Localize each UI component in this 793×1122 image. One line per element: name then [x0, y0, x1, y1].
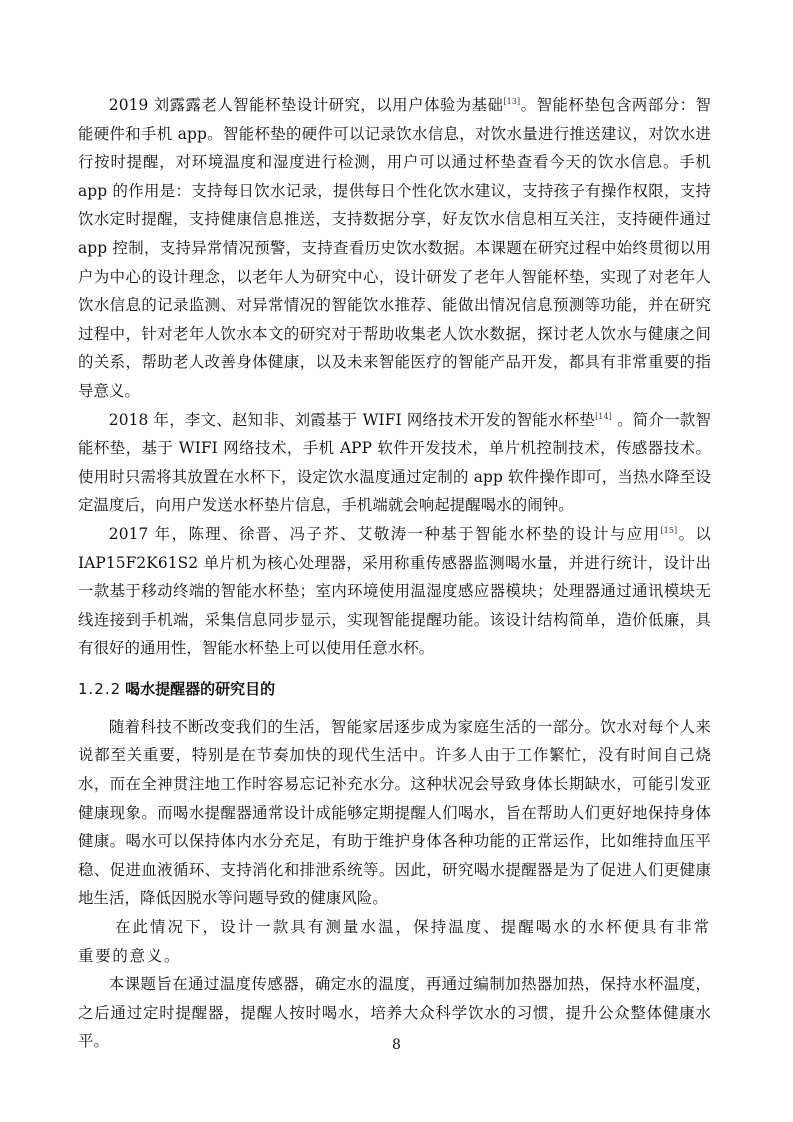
citation-ref: [15]: [660, 525, 678, 535]
paragraph-text: 。以 IAP15F2K61S2 单片机为核心处理器，采用称重传感器监测喝水量，并进行统计，设计出一款基于移动终端的智能水杯垫；室内环境使用温湿度感应器模块；处理器通过通讯模块无线连接到手机端，采集信息同步显示，实现智能提醒功能。该设计结构简单，造价低廉，具有很好的通用性，智能水杯垫上可以使用任意水杯。: [78, 524, 711, 658]
citation-ref: [13]: [503, 96, 521, 106]
paragraph-text: 2017 年，陈理、徐晋、冯子芥、艾敬涛一种基于智能水杯垫的设计与应用: [108, 524, 661, 543]
paragraph-text: 。简介一款智能杯垫，基于 WIFI 网络技术，手机 APP 软件开发技术，单片机控制技术，传感器技术。使用时只需将其放置在水杯下，设定饮水温度通过定制的 app 软件操作即可，当热水降至设定温度后，向用户发送水杯垫片信息，手机端就会响起提醒喝水的闹钟。: [78, 410, 712, 515]
section-number: 1.2.2: [78, 679, 122, 698]
paragraph-significance: 在此情况下，设计一款具有测量水温，保持温度、提醒喝水的水杯便具有非常重要的意义。: [78, 918, 711, 965]
paragraph-text: 2019 刘露露老人智能杯垫设计研究，以用户体验为基础: [108, 96, 504, 114]
paragraph-text: 。智能杯垫包含两部分：智能硬件和手机 app。智能杯垫的硬件可以记录饮水信息，对饮水量进行推送建议，对饮水进行按时提醒，对环境温度和湿度进行检测，用户可以通过杯垫查看今天的饮水信息。手机 app 的作用是：支持每日饮水记录，提供每日个性化饮水建议，支持孩子有操作权限，支持饮水定时提醒，支持健康信息推送，支持数据分享，好友饮水信息相互关注，支持硬件通过 app 控制，支持异常情况预警，支持查看历史饮水数据。本课题在研究过程中始终贯彻以用户为中心的设计理念，以老年人为研究中心，设计研发了老年人智能杯垫，实现了对老年人饮水信息的记录监测、对异常情况的智能饮水推荐、能做出情况信息预测等功能，并在研究过程中，针对老年人饮水本文的研究对于帮助收集老人饮水数据，探讨老人饮水与健康之间的关系，帮助老人改善身体健康，以及未来智能医疗的智能产品开发，都具有非常重要的指导意义。: [78, 96, 711, 400]
paragraph-research-purpose: 随着科技不断改变我们的生活，智能家居逐步成为家庭生活的一部分。饮水对每个人来说都至关重要，特别是在节奏加快的现代生活中。许多人由于工作繁忙，没有时间自己烧水，而在全神贯注地工作时容易忘记补充水分。这种状况会导致身体长期缺水，可能引发亚健康现象。而喝水提醒器通常设计成能够定期提醒人们喝水，旨在帮助人们更好地保持身体健康。喝水可以保持体内水分充足，有助于维护身体各种功能的正常运作，比如维持血压平稳、促进血液循环、支持消化和排泄系统等。因此，研究喝水提醒器是为了促进人们更健康地生活，降低因脱水等问题导致的健康风险。: [78, 717, 711, 908]
paragraph-text: 2018 年，李文、赵知非、刘霞基于 WIFI 网络技术开发的智能水杯垫: [108, 410, 596, 429]
section-heading: [78, 677, 711, 701]
paragraph-2017-mcu-coaster: [78, 520, 711, 663]
paragraph-2018-wifi-coaster: [78, 406, 711, 520]
paragraph-2019-smart-coaster: [78, 91, 711, 406]
paragraph-project-aim: 本课题旨在通过温度传感器，确定水的温度，再通过编制加热器加热，保持水杯温度，之后通过定时提醒器，提醒人按时喝水，培养大众科学饮水的习惯，提升公众整体健康水平。: [78, 975, 711, 1051]
page-number: 8: [392, 1037, 401, 1053]
citation-ref: [14]: [595, 411, 612, 421]
section-title: 喝水提醒器的研究目的: [125, 679, 276, 698]
page-body: [78, 91, 711, 1056]
